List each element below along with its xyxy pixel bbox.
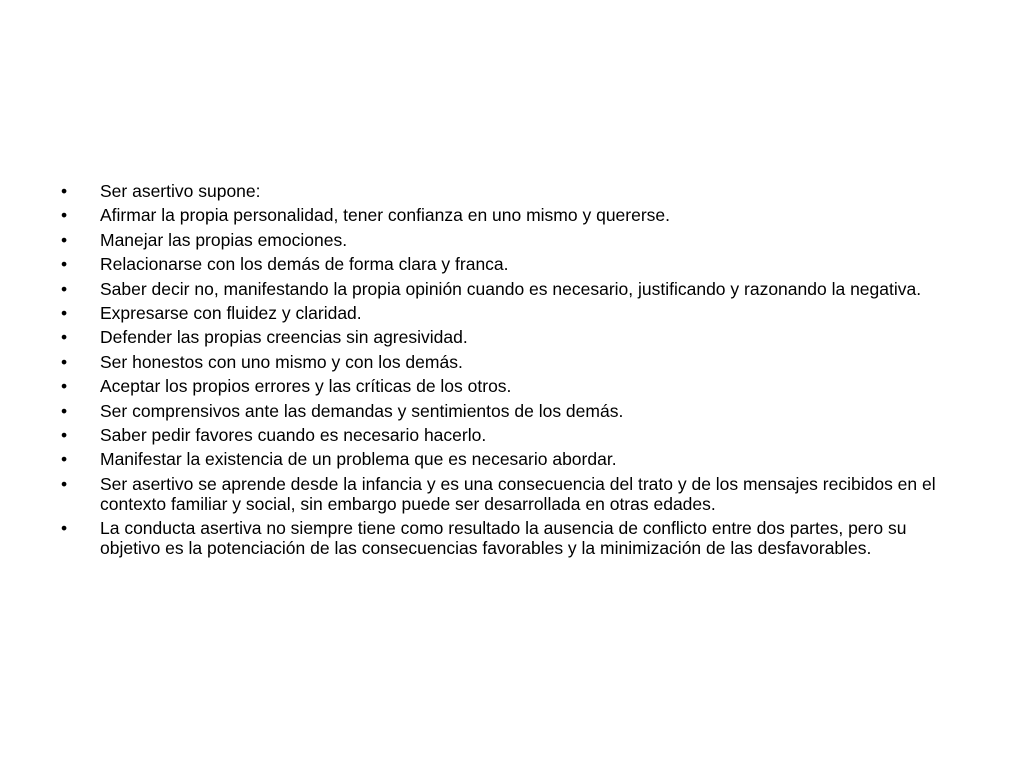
list-item xyxy=(56,303,956,323)
bullet-icon: • xyxy=(61,400,68,421)
bullet-icon: • xyxy=(61,181,68,201)
bullet-icon: • xyxy=(61,327,68,348)
list-item-text: Ser asertivo se aprende desde la infancia y es una consecuencia del trato y de los mensajes recibidos en el contexto familiar y social, sin embargo puede ser desarrollada en otras edades. xyxy=(100,473,936,514)
list-item xyxy=(56,352,956,372)
list-item-text: Saber decir no, manifestando la propia opinión cuando es necesario, justificando y razonando la negativa. xyxy=(100,278,922,299)
list-item xyxy=(56,474,956,514)
bullet-list xyxy=(56,181,956,562)
bullet-icon: • xyxy=(61,205,68,226)
list-item xyxy=(56,205,956,225)
list-item-text: Expresarse con fluidez y claridad. xyxy=(100,302,362,323)
list-item xyxy=(56,279,956,299)
bullet-icon: • xyxy=(61,351,68,372)
list-item-text: Relacionarse con los demás de forma clara y franca. xyxy=(100,254,509,275)
bullet-icon: • xyxy=(61,278,68,299)
bullet-icon: • xyxy=(61,518,68,539)
list-item xyxy=(56,449,956,469)
list-item xyxy=(56,401,956,421)
list-item xyxy=(56,181,956,201)
list-item-text: Saber pedir favores cuando es necesario hacerlo. xyxy=(100,424,487,445)
bullet-icon: • xyxy=(61,449,68,470)
list-item-text: Afirmar la propia personalidad, tener confianza en uno mismo y quererse. xyxy=(100,205,671,226)
list-item-text: Manifestar la existencia de un problema que es necesario abordar. xyxy=(100,449,617,470)
list-item xyxy=(56,230,956,250)
list-item-text: Defender las propias creencias sin agresividad. xyxy=(100,327,468,348)
list-item-text: Manejar las propias emociones. xyxy=(100,229,348,250)
bullet-icon: • xyxy=(61,229,68,250)
list-item xyxy=(56,254,956,274)
bullet-icon: • xyxy=(61,424,68,445)
list-item-text: Ser comprensivos ante las demandas y sentimientos de los demás. xyxy=(100,400,624,421)
bullet-icon: • xyxy=(61,376,68,397)
list-item xyxy=(56,376,956,396)
bullet-icon: • xyxy=(61,473,68,494)
list-item-text: Ser asertivo supone: xyxy=(100,181,261,201)
list-item xyxy=(56,425,956,445)
list-item-text: Aceptar los propios errores y las críticas de los otros. xyxy=(100,376,512,397)
bullet-icon: • xyxy=(61,254,68,275)
list-item xyxy=(56,518,956,558)
list-item xyxy=(56,327,956,347)
bullet-icon: • xyxy=(61,302,68,323)
list-item-text: Ser honestos con uno mismo y con los demás. xyxy=(100,351,463,372)
list-item-text: La conducta asertiva no siempre tiene como resultado la ausencia de conflicto entre dos partes, pero su objetivo es la potenciación de las consecuencias favorables y la minimización de las desfavorables. xyxy=(100,518,907,559)
